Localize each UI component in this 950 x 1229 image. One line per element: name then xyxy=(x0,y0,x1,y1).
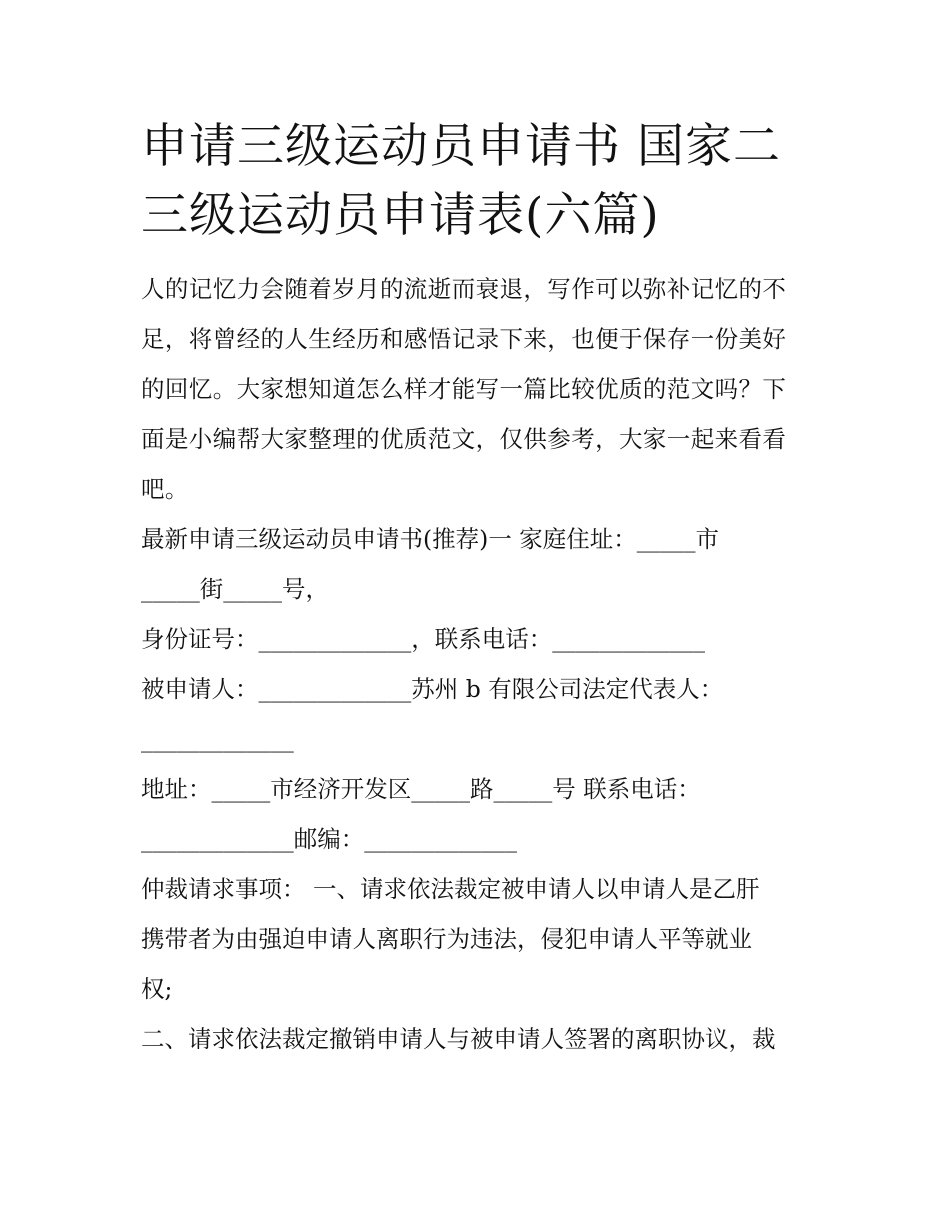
document-title xyxy=(141,112,813,250)
text-line: 地址：_____市经济开发区_____路_____号 联系电话： xyxy=(141,775,701,803)
text-line: 被申请人：_____________苏州 b 有限公司法定代表人： xyxy=(141,675,724,703)
text-line: 的回忆。大家想知道怎么样才能写一篇比较优质的范文吗？下 xyxy=(141,375,787,403)
text-line: 最新申请三级运动员申请书(推荐)一 家庭住址：_____市 xyxy=(141,525,720,553)
text-line: 身份证号：_____________，联系电话：_____________ xyxy=(141,625,705,653)
text-line: 吧。 xyxy=(141,475,189,503)
title-line: 申请三级运动员申请书 国家二 xyxy=(141,119,781,174)
text-line: 二、请求依法裁定撤销申请人与被申请人签署的离职协议，裁 xyxy=(141,1025,776,1053)
text-line: 人的记忆力会随着岁月的流逝而衰退，写作可以弥补记忆的不 xyxy=(141,275,787,303)
text-line: 足，将曾经的人生经历和感悟记录下来，也便于保存一份美好 xyxy=(141,325,787,353)
document-page xyxy=(141,112,813,1064)
title-line: 三级运动员申请表(六篇) xyxy=(141,188,660,243)
text-line: 权; xyxy=(141,975,173,1003)
intro-paragraph xyxy=(141,264,813,514)
text-line: _____________邮编：_____________ xyxy=(141,825,517,853)
text-line: 面是小编帮大家整理的优质范文，仅供参考，大家一起来看看 xyxy=(141,425,787,453)
text-line: 仲裁请求事项： 一、请求依法裁定被申请人以申请人是乙肝 xyxy=(141,875,760,903)
text-line: _____街_____号， xyxy=(141,575,329,603)
text-line: _____________ xyxy=(141,725,294,753)
application-form-body xyxy=(141,514,813,1064)
text-line: 携带者为由强迫申请人离职行为违法，侵犯申请人平等就业 xyxy=(141,925,752,953)
